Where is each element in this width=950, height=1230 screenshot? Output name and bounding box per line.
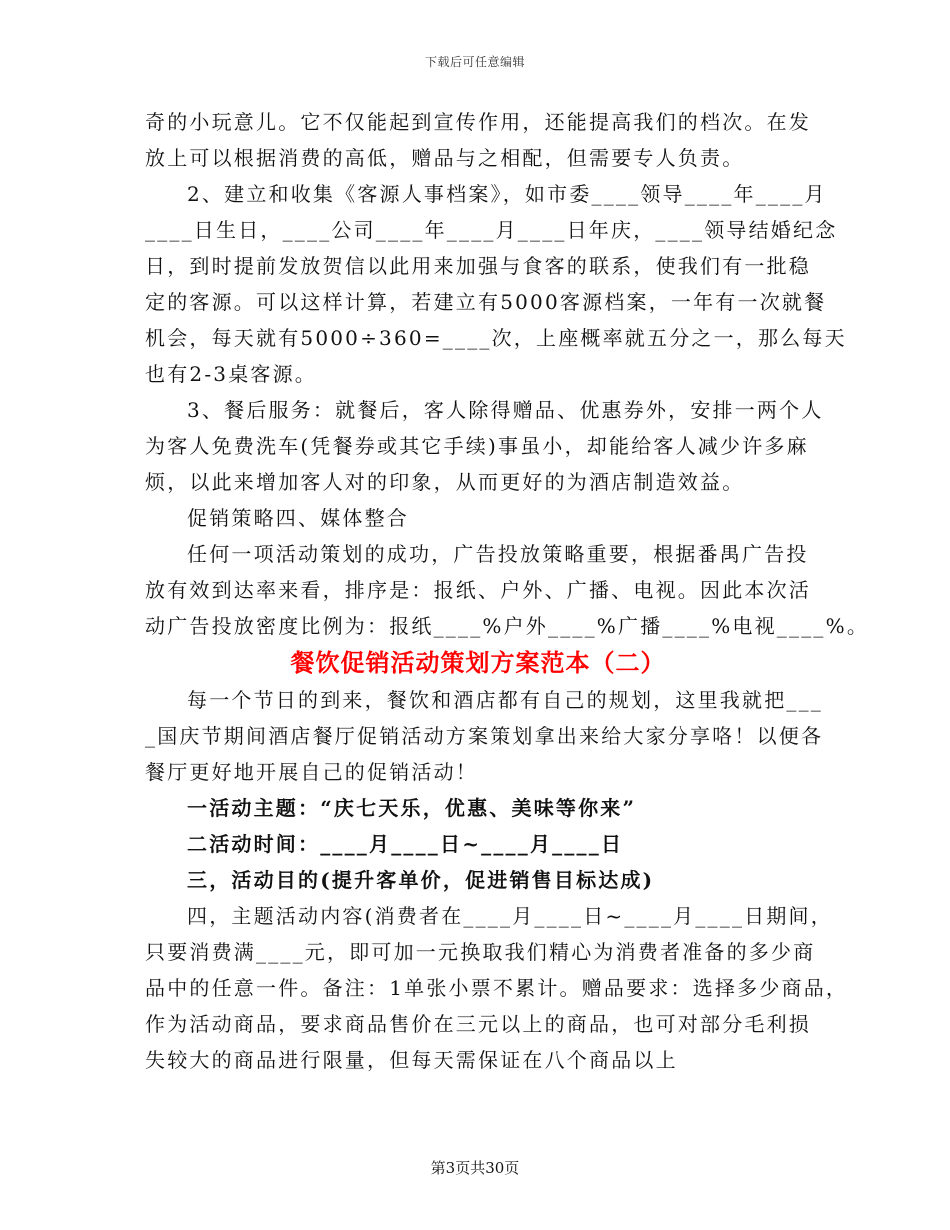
page-header: 下载后可任意编辑: [424, 55, 525, 69]
paragraph-line: 每一个节日的到来，餐饮和酒店都有自己的规划，这里我就把___: [187, 688, 823, 712]
paragraph-line: 放上可以根据消费的高低，赠品与之相配，但需要专人负责。: [145, 146, 745, 170]
paragraph-line: 四，主题活动内容(消费者在____月____日~____月____日期间，: [187, 904, 833, 928]
paragraph-line: 失较大的商品进行限量，但每天需保证在八个商品以上: [145, 1048, 678, 1072]
paragraph-line: 品中的任意一件。备注：1单张小票不累计。赠品要求：选择多少商品，: [145, 976, 849, 1000]
paragraph-line: 任何一项活动策划的成功，广告投放策略重要，根据番禺广告投: [187, 542, 809, 566]
activity-goal-line: 三，活动目的(提升客单价，促进销售目标达成): [187, 868, 655, 892]
paragraph-line: 为客人免费洗车(凭餐券或其它手续)事虽小，却能给客人减少许多麻: [145, 434, 809, 458]
subheading-line: 促销策略四、媒体整合: [187, 506, 409, 530]
paragraph-line: 2、建立和收集《客源人事档案》，如市委____领导____年____月: [187, 182, 827, 206]
activity-theme-line: 一活动主题：“庆七天乐，优惠、美味等你来”: [187, 796, 637, 820]
section-title: 餐饮促销活动策划方案范本（二）: [290, 648, 666, 677]
paragraph-line: 烦，以此来增加客人对的印象，从而更好的为酒店制造效益。: [145, 470, 745, 494]
document-body: [145, 104, 870, 1078]
paragraph-line: 放有效到达率来看，排序是：报纸、户外、广播、电视。因此本次活: [145, 578, 811, 602]
paragraph-line: 也有2-3桌客源。: [145, 362, 318, 386]
paragraph-line: 动广告投放密度比例为：报纸____%户外____%广播____%电视____%。: [145, 614, 870, 638]
paragraph-line: ____日生日，____公司____年____月____日年庆，____领导结婚纪念: [145, 218, 838, 242]
page-number: 第3页共30页: [430, 1159, 520, 1177]
activity-time-line: 二活动时间：____月____日~____月____日: [187, 832, 624, 856]
paragraph-line: _国庆节期间酒店餐厅促销活动方案策划拿出来给大家分享咯！以便各: [145, 724, 824, 748]
paragraph-line: 只要消费满____元，即可加一元换取我们精心为消费者准备的多少商: [145, 940, 816, 964]
paragraph-line: 3、餐后服务：就餐后，客人除得赠品、优惠券外，安排一两个人: [187, 398, 824, 422]
paragraph-line: 奇的小玩意儿。它不仅能起到宣传作用，还能提高我们的档次。在发: [145, 110, 811, 134]
paragraph-line: 定的客源。可以这样计算，若建立有5000客源档案，一年有一次就餐: [145, 290, 827, 314]
paragraph-line: 作为活动商品，要求商品售价在三元以上的商品，也可对部分毛利损: [145, 1012, 811, 1036]
paragraph-line: 机会，每天就有5000÷360=____次，上座概率就五分之一，那么每天: [145, 326, 847, 350]
paragraph-line: 餐厅更好地开展自己的促销活动！: [145, 760, 478, 784]
paragraph-line: 日，到时提前发放贺信以此用来加强与食客的联系，使我们有一批稳: [145, 254, 811, 278]
